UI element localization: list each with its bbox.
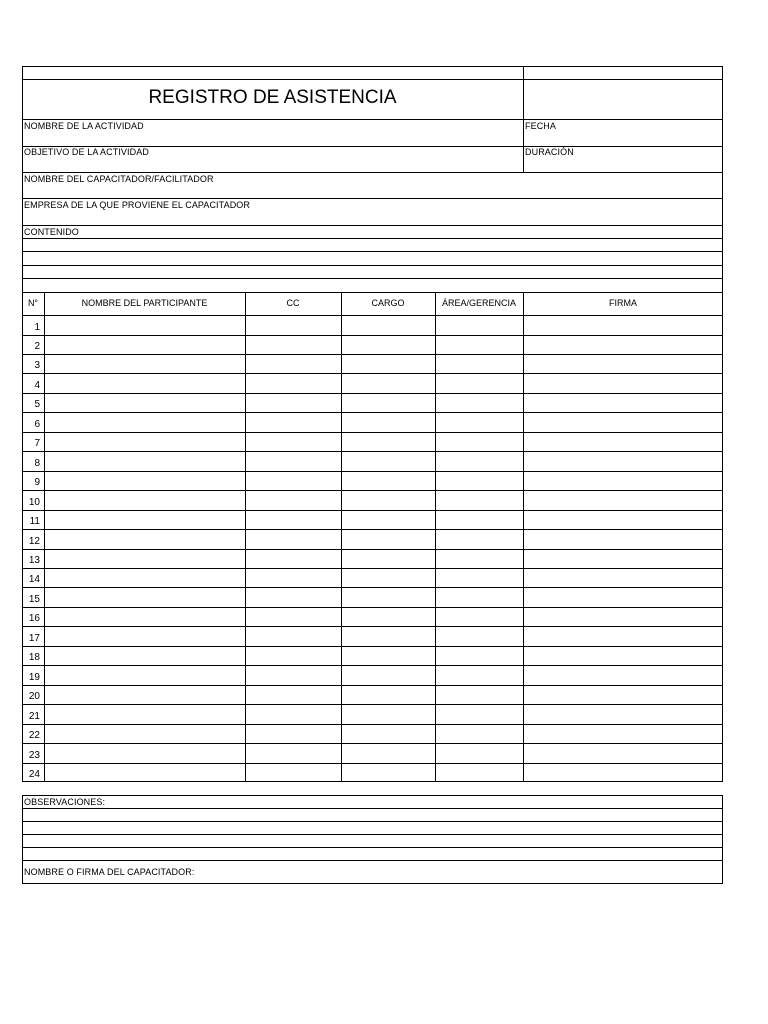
row-number: 4 bbox=[34, 379, 40, 391]
row-number: 13 bbox=[28, 555, 40, 566]
header-rule bbox=[22, 79, 723, 80]
row-number: 9 bbox=[34, 477, 40, 489]
trainer-company-label: EMPRESA DE LA QUE PROVIENE EL CAPACITADOR bbox=[24, 200, 250, 210]
participants-table bbox=[22, 292, 723, 782]
row-number: 5 bbox=[34, 399, 40, 411]
column-divider bbox=[44, 292, 45, 782]
column-divider bbox=[341, 292, 342, 782]
header-rule bbox=[22, 198, 723, 199]
row-number: 2 bbox=[34, 340, 40, 352]
observation-line bbox=[22, 834, 723, 835]
row-number: 22 bbox=[28, 730, 40, 742]
table-row-rule bbox=[22, 549, 723, 550]
table-row-rule bbox=[22, 471, 723, 472]
content-line bbox=[22, 278, 723, 279]
observation-line bbox=[22, 860, 723, 861]
column-header-cargo: CARGO bbox=[371, 298, 405, 308]
table-row-rule bbox=[22, 451, 723, 452]
activity-objective-label: OBJETIVO DE LA ACTIVIDAD bbox=[24, 147, 149, 157]
row-number: 14 bbox=[28, 574, 40, 586]
content-line bbox=[22, 251, 723, 252]
table-row-rule bbox=[22, 626, 723, 627]
column-header-number: N° bbox=[27, 298, 39, 308]
date-label: FECHA bbox=[525, 121, 557, 131]
row-number: 11 bbox=[29, 516, 40, 527]
row-number: 18 bbox=[28, 652, 40, 664]
duration-label: DURACIÓN bbox=[525, 147, 574, 157]
row-number: 3 bbox=[34, 360, 40, 372]
table-row-rule bbox=[22, 646, 723, 647]
content-line bbox=[22, 265, 723, 266]
table-row-rule bbox=[22, 354, 723, 355]
row-number: 21 bbox=[28, 710, 40, 722]
table-row-rule bbox=[22, 432, 723, 433]
row-number: 16 bbox=[28, 613, 40, 625]
table-row-rule bbox=[22, 763, 723, 764]
table-row-rule bbox=[22, 510, 723, 511]
row-number: 19 bbox=[28, 671, 40, 683]
row-number: 6 bbox=[34, 418, 40, 430]
table-row-rule bbox=[22, 704, 723, 705]
table-row-rule bbox=[22, 607, 723, 608]
observation-line bbox=[22, 821, 723, 822]
column-header-signature: FIRMA bbox=[609, 298, 637, 308]
page-title: REGISTRO DE ASISTENCIA bbox=[148, 87, 397, 108]
column-header-area: ÁREA/GERENCIA bbox=[441, 298, 517, 308]
trainer-signature-label: NOMBRE O FIRMA DEL CAPACITADOR: bbox=[24, 867, 195, 877]
table-row-rule bbox=[22, 743, 723, 744]
activity-name-label: NOMBRE DE LA ACTIVIDAD bbox=[24, 121, 144, 131]
content-label: CONTENIDO bbox=[24, 227, 79, 237]
content-line bbox=[22, 238, 723, 239]
row-number: 23 bbox=[28, 749, 40, 761]
table-row-rule bbox=[22, 393, 723, 394]
row-number: 10 bbox=[28, 496, 40, 508]
row-number: 15 bbox=[28, 593, 40, 605]
table-row-rule bbox=[22, 685, 723, 686]
table-row-rule bbox=[22, 587, 723, 588]
column-divider bbox=[435, 292, 436, 782]
header-rule bbox=[22, 172, 723, 173]
header-rule bbox=[22, 225, 723, 226]
table-row-rule bbox=[22, 529, 723, 530]
table-row-rule bbox=[22, 665, 723, 666]
table-row-rule bbox=[22, 335, 723, 336]
row-number: 24 bbox=[28, 769, 40, 780]
table-row-rule bbox=[22, 568, 723, 569]
row-number: 7 bbox=[34, 438, 40, 450]
row-number: 1 bbox=[34, 321, 40, 333]
table-row-rule bbox=[22, 724, 723, 725]
observation-line bbox=[22, 847, 723, 848]
column-divider bbox=[245, 292, 246, 782]
row-number: 20 bbox=[28, 691, 40, 703]
table-row-rule bbox=[22, 412, 723, 413]
table-row-rule bbox=[22, 490, 723, 491]
column-header-cc: CC bbox=[286, 298, 300, 308]
observations-label: OBSERVACIONES: bbox=[24, 797, 106, 807]
row-number: 12 bbox=[28, 535, 40, 547]
row-number: 8 bbox=[34, 457, 40, 469]
column-divider bbox=[523, 292, 524, 782]
trainer-name-label: NOMBRE DEL CAPACITADOR/FACILITADOR bbox=[24, 174, 214, 184]
table-header-rule bbox=[22, 315, 723, 316]
header-rule bbox=[22, 119, 723, 120]
table-row-rule bbox=[22, 373, 723, 374]
column-header-participant-name: NOMBRE DEL PARTICIPANTE bbox=[81, 298, 208, 308]
row-number: 17 bbox=[28, 632, 40, 644]
observation-line bbox=[22, 808, 723, 809]
